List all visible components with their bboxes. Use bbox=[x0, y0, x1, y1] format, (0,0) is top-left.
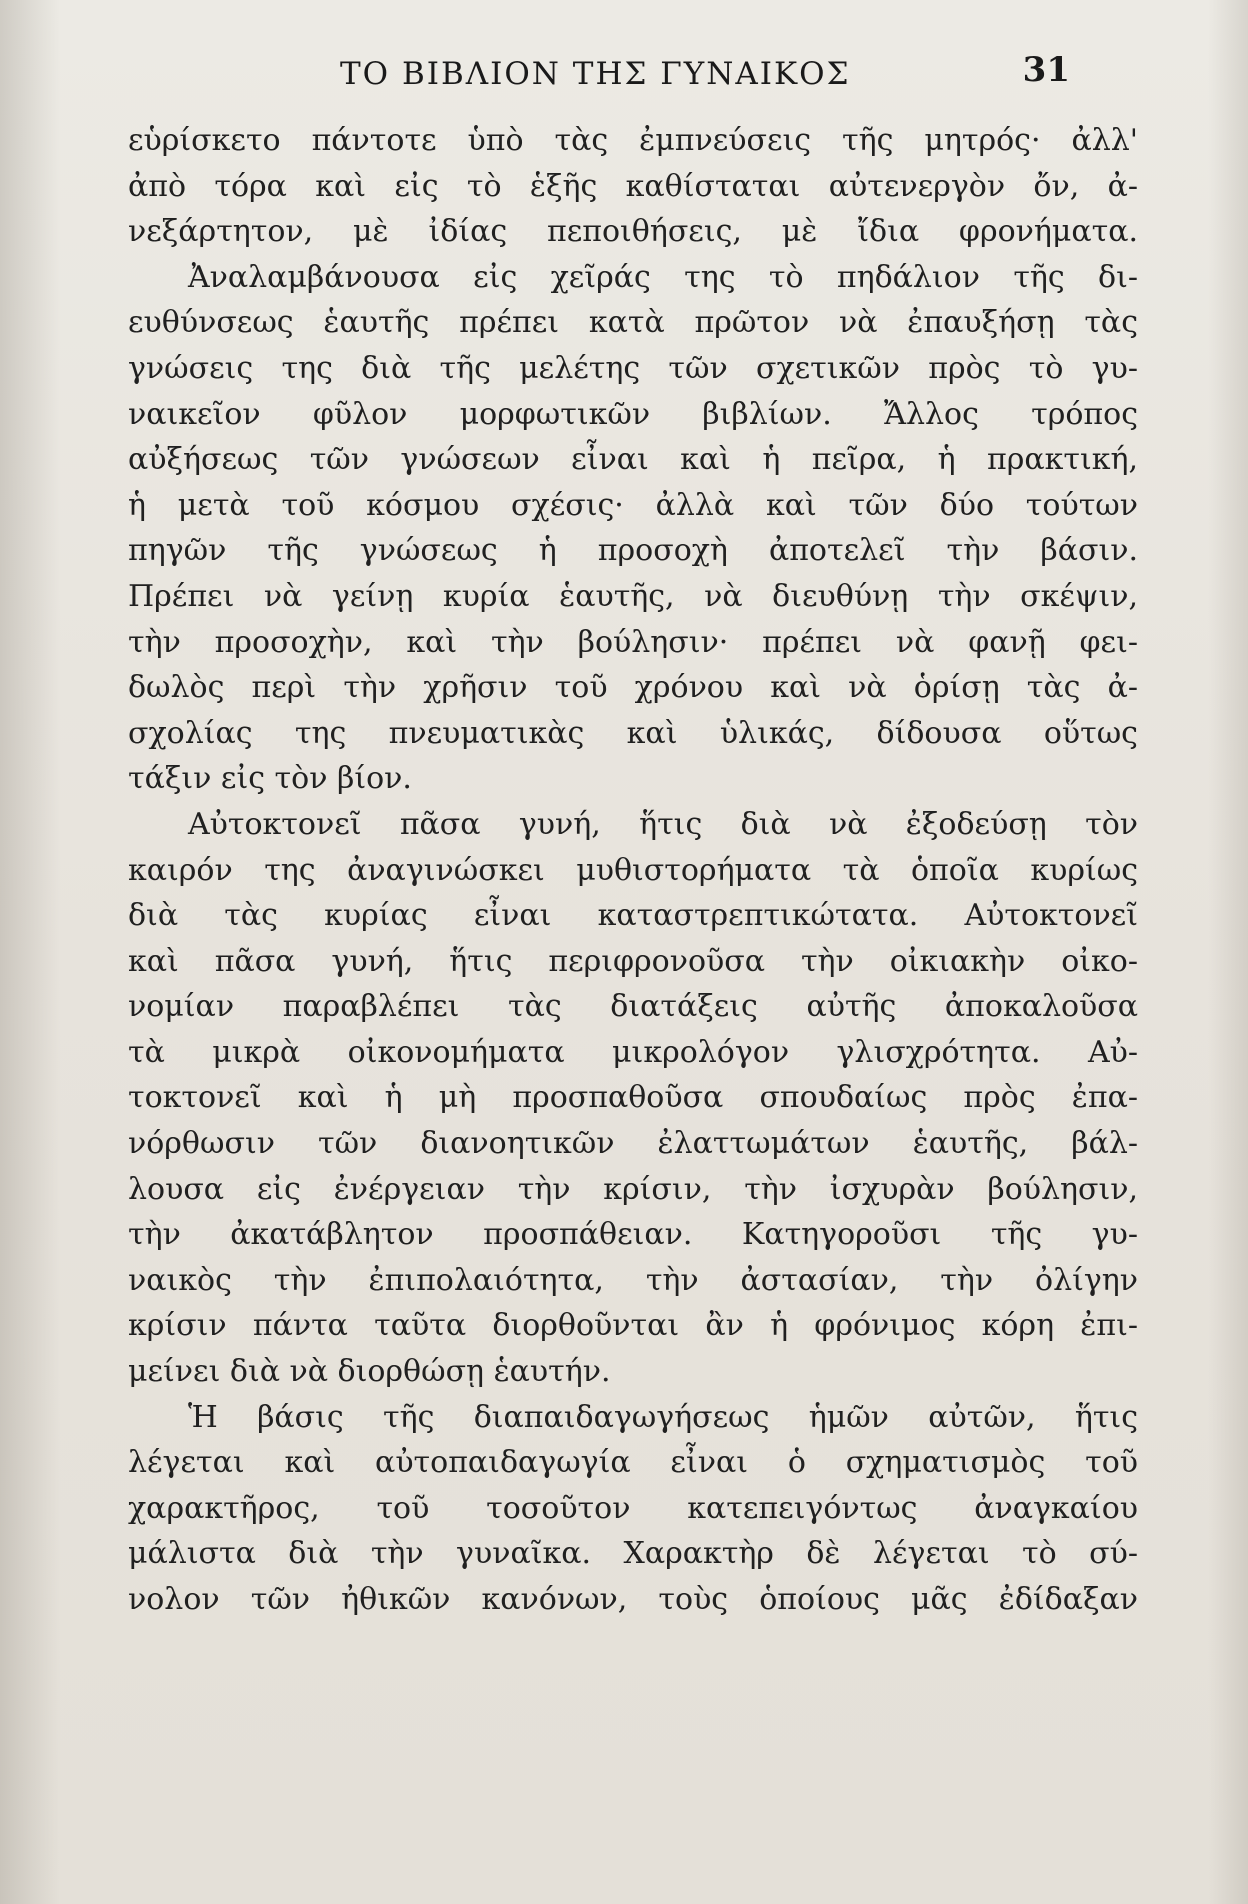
text-line: ναικεῖον φῦλον μορφωτικῶν βιβλίων. Ἄλλος τρόπος bbox=[128, 396, 1138, 432]
text-line: Πρέπει νὰ γείνῃ κυρία ἑαυτῆς, νὰ διευθύνῃ τὴν σκέψιν, bbox=[128, 578, 1138, 614]
text-line: καιρόν της ἀναγινώσκει μυθιστορήματα τὰ ὁποῖα κυρίως bbox=[128, 852, 1138, 888]
text-line: λέγεται καὶ αὐτοπαιδαγωγία εἶναι ὁ σχηματισμὸς τοῦ bbox=[128, 1445, 1138, 1481]
text-line: χαρακτῆρος, τοῦ τοσοῦτον κατεπειγόντως ἀναγκαίου bbox=[128, 1490, 1138, 1526]
text-line: διὰ τὰς κυρίας εἶναι καταστρεπτικώτατα. Αὐτοκτονεῖ bbox=[128, 898, 1138, 934]
running-title: ΤΟ ΒΙΒΛΙΟΝ ΤΗΣ ΓΥΝΑΙΚΟΣ bbox=[340, 56, 851, 92]
text-line: λουσα εἰς ἐνέργειαν τὴν κρίσιν, τὴν ἰσχυρὰν βούλησιν, bbox=[128, 1171, 1138, 1207]
text-line: νολον τῶν ἠθικῶν κανόνων, τοὺς ὁποίους μᾶς ἐδίδαξαν bbox=[128, 1582, 1138, 1617]
page-number: 31 bbox=[1022, 50, 1070, 90]
text-line: τὴν ἀκατάβλητον προσπάθειαν. Κατηγοροῦσι τῆς γυ- bbox=[128, 1217, 1138, 1253]
text-line: μάλιστα διὰ τὴν γυναῖκα. Χαρακτὴρ δὲ λέγεται τὸ σύ- bbox=[128, 1536, 1138, 1572]
text-line: νόρθωσιν τῶν διανοητικῶν ἐλαττωμάτων ἑαυτῆς, βάλ- bbox=[128, 1126, 1138, 1162]
text-line: ἀπὸ τόρα καὶ εἰς τὸ ἑξῆς καθίσταται αὐτενεργὸν ὄν, ἀ- bbox=[128, 168, 1138, 204]
text-line: ἡ μετὰ τοῦ κόσμου σχέσις· ἀλλὰ καὶ τῶν δύο τούτων bbox=[128, 487, 1138, 523]
text-line: τὴν προσοχὴν, καὶ τὴν βούλησιν· πρέπει νὰ φανῇ φει- bbox=[128, 624, 1138, 660]
text-line: εὑρίσκετο πάντοτε ὑπὸ τὰς ἐμπνεύσεις τῆς μητρός· ἀλλ' bbox=[128, 123, 1138, 158]
text-line: νομίαν παραβλέπει τὰς διατάξεις αὐτῆς ἀποκαλοῦσα bbox=[128, 989, 1138, 1025]
text-line: δωλὸς περὶ τὴν χρῆσιν τοῦ χρόνου καὶ νὰ ὁρίσῃ τὰς ἀ- bbox=[128, 670, 1138, 706]
text-line: νεξάρτητον, μὲ ἰδίας πεποιθήσεις, μὲ ἴδια φρονήματα. bbox=[128, 214, 1138, 250]
text-line: κρίσιν πάντα ταῦτα διορθοῦνται ἂν ἡ φρόνιμος κόρη ἐπι- bbox=[128, 1308, 1138, 1344]
text-line: μείνει διὰ νὰ διορθώσῃ ἑαυτήν. bbox=[128, 1354, 611, 1390]
text-line: τὰ μικρὰ οἰκονομήματα μικρολόγον γλισχρότητα. Αὐ- bbox=[128, 1034, 1138, 1070]
text-line: Ἡ βάσις τῆς διαπαιδαγωγήσεως ἡμῶν αὐτῶν, ἥτις bbox=[188, 1399, 1138, 1435]
text-line: Αὐτοκτονεῖ πᾶσα γυνή, ἥτις διὰ νὰ ἐξοδεύσῃ τὸν bbox=[188, 806, 1138, 842]
text-line: τοκτονεῖ καὶ ἡ μὴ προσπαθοῦσα σπουδαίως πρὸς ἐπα- bbox=[128, 1080, 1138, 1116]
page-header bbox=[150, 48, 1090, 104]
text-line: ευθύνσεως ἑαυτῆς πρέπει κατὰ πρῶτον νὰ ἐπαυξήσῃ τὰς bbox=[128, 305, 1138, 341]
text-line: γνώσεις της διὰ τῆς μελέτης τῶν σχετικῶν πρὸς τὸ γυ- bbox=[128, 350, 1138, 386]
text-line: πηγῶν τῆς γνώσεως ἡ προσοχὴ ἀποτελεῖ τὴν βάσιν. bbox=[128, 533, 1138, 569]
text-line: Ἀναλαμβάνουσα εἰς χεῖράς της τὸ πηδάλιον τῆς δι- bbox=[188, 259, 1138, 295]
text-line: σχολίας της πνευματικὰς καὶ ὑλικάς, δίδουσα οὕτως bbox=[128, 715, 1138, 751]
page-edge-shadow-left bbox=[0, 0, 60, 1904]
text-line: καὶ πᾶσα γυνή, ἥτις περιφρονοῦσα τὴν οἰκιακὴν οἰκο- bbox=[128, 943, 1138, 979]
text-line: τάξιν εἰς τὸν βίον. bbox=[128, 761, 412, 797]
page-edge-shadow-right bbox=[1208, 0, 1248, 1904]
text-line: ναικὸς τὴν ἐπιπολαιότητα, τὴν ἀστασίαν, τὴν ὀλίγην bbox=[128, 1262, 1138, 1298]
body-text bbox=[128, 118, 1138, 1623]
text-line: αὐξήσεως τῶν γνώσεων εἶναι καὶ ἡ πεῖρα, ἡ πρακτική, bbox=[128, 442, 1138, 478]
